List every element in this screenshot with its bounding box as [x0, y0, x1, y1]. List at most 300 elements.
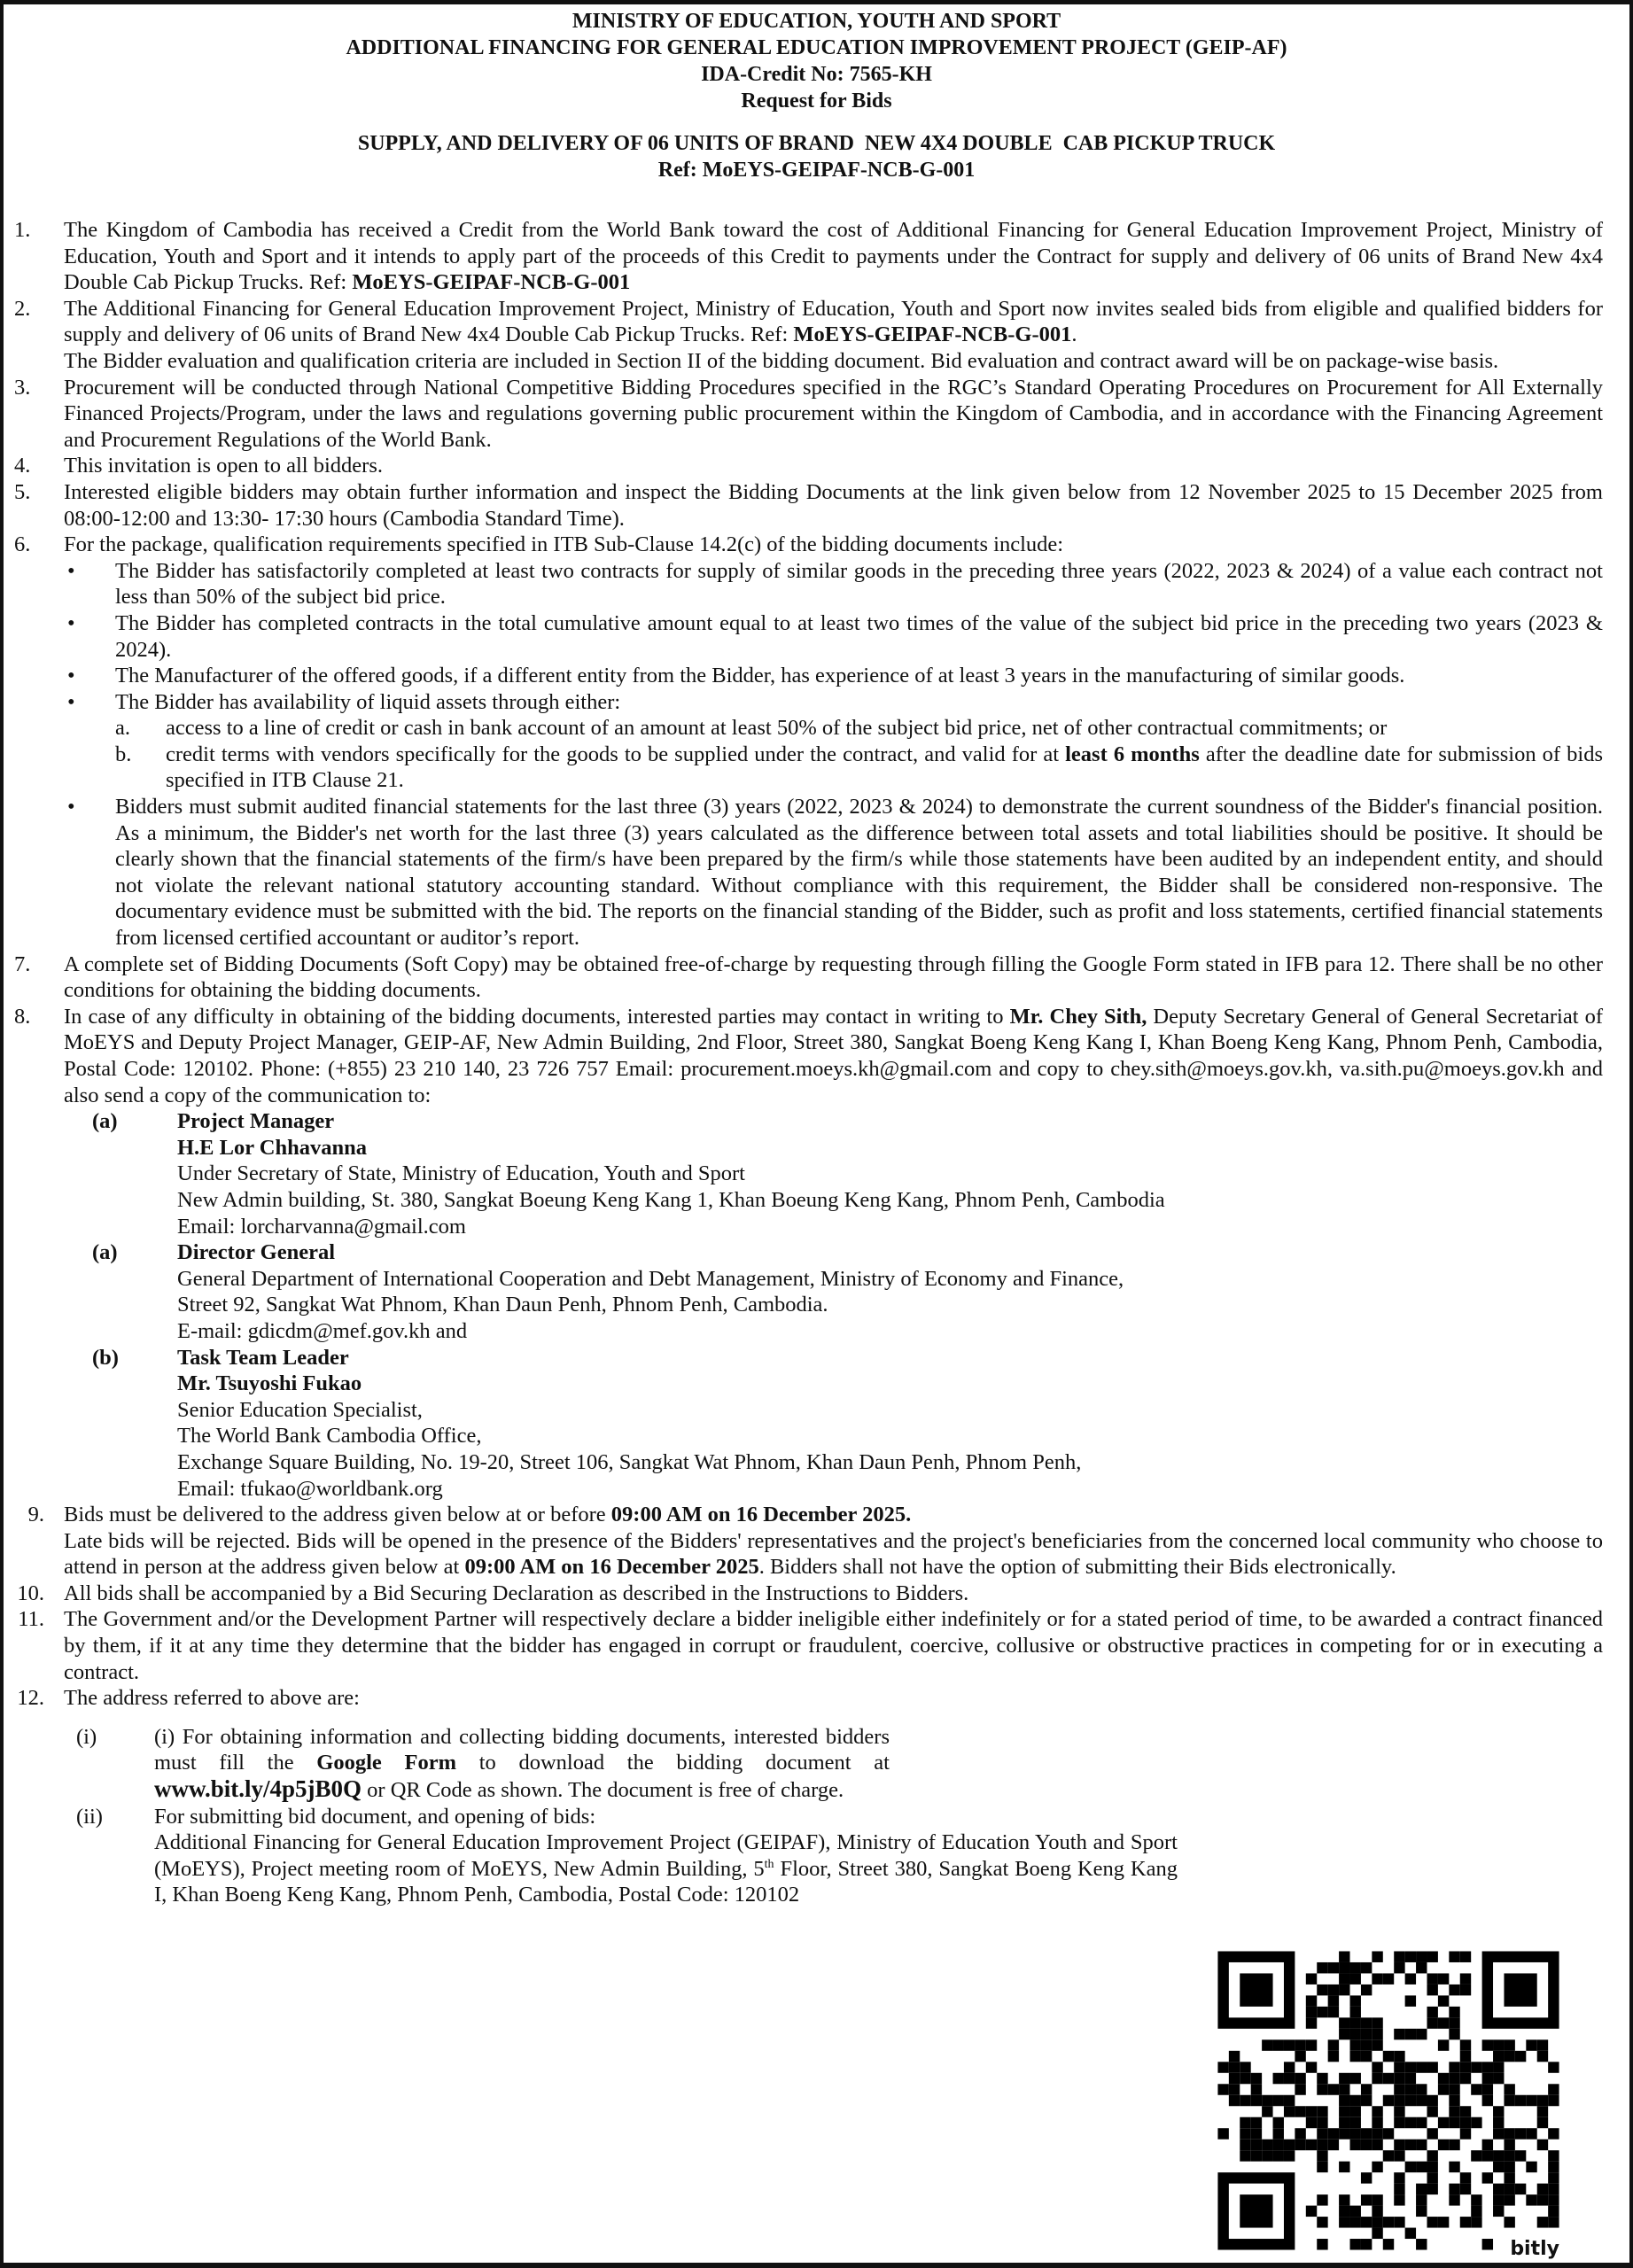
qr-module [1405, 2162, 1416, 2172]
qr-module [1394, 2029, 1404, 2039]
qr-module [1372, 2194, 1382, 2205]
contact-email[interactable]: Email: tfukao@worldbank.org [177, 1476, 443, 1501]
qr-module [1548, 2162, 1559, 2172]
qr-module [1350, 1973, 1361, 1984]
qr-module [1273, 2150, 1284, 2161]
qualification-bullet [4, 794, 1629, 951]
qr-module [1526, 2039, 1536, 2050]
qr-module [1284, 2039, 1295, 2050]
qr-module [1251, 2150, 1262, 2161]
qr-module [1526, 2162, 1536, 2172]
qr-module [1328, 2007, 1339, 2017]
qr-module [1471, 2150, 1481, 2161]
qr-module [1251, 2073, 1262, 2084]
bullet-text: The Bidder has availability of liquid assets through either: [115, 689, 621, 714]
qr-module [1317, 2007, 1327, 2017]
qr-module [1229, 2073, 1240, 2084]
qr-module [1262, 2039, 1272, 2050]
qr-module [1361, 2084, 1372, 2094]
qr-module [1548, 2206, 1559, 2217]
qr-module [1328, 2039, 1339, 2050]
qr-module [1526, 2128, 1536, 2139]
qr-module [1449, 2062, 1459, 2072]
qr-module [1504, 2194, 1514, 2205]
qr-module [1217, 2084, 1228, 2094]
address-label: (ii) [76, 1804, 103, 1829]
qr-module [1361, 2239, 1372, 2249]
address-text: to download the bidding document at [455, 1751, 890, 1775]
qr-module [1504, 2172, 1514, 2183]
bullet-text: The Bidder has satisfactorily completed at least two contracts for supply of similar goods in the preceding three years (2022, 2023 & 2024) of a value each contract not less than 50% of the subject bid price. [115, 558, 1603, 610]
clause-text: The Kingdom of Cambodia has received a Credit from the World Bank toward the cost of Additional Financing for General Education Improvement Project, Ministry of Education, Youth and Sport and it intends to apply part of the proceeds of this Credit to payments under the Contract for supply and delivery of 06 units of Brand New 4x4 Double Cab Pickup Trucks. Ref: [64, 218, 1603, 295]
qr-finder-center [1240, 1973, 1272, 2006]
qr-module [1471, 2194, 1481, 2205]
qr-module [1339, 2073, 1349, 2084]
qr-module [1372, 2062, 1382, 2072]
qr-module [1284, 2106, 1295, 2117]
qr-module [1394, 2117, 1404, 2128]
qualification-bullet [4, 689, 1629, 716]
clause-number: 2. [14, 296, 31, 321]
qr-module [1317, 2194, 1327, 2205]
qr-module [1361, 2128, 1372, 2139]
contact-email[interactable]: E-mail: gdicdm@mef.gov.kh and [177, 1318, 468, 1343]
clause-number: 3. [14, 375, 31, 400]
qr-module [1548, 2128, 1559, 2139]
qr-module [1427, 2017, 1437, 2028]
qr-module [1339, 2162, 1349, 2172]
qr-module [1493, 2206, 1504, 2217]
clause-number: 11. [18, 1607, 44, 1632]
qr-module [1427, 1984, 1437, 1995]
qr-module [1328, 1995, 1339, 2006]
qr-module [1405, 2095, 1416, 2106]
qr-module [1361, 2017, 1372, 2028]
qr-module [1416, 2162, 1427, 2172]
clause-11 [4, 1606, 1629, 1685]
qr-module [1361, 2217, 1372, 2227]
qr-module [1416, 2095, 1427, 2106]
clause-text-continued: The Bidder evaluation and qualification criteria are included in Section II of the bidding document. Bid evaluation and contract award will be on package-wise basis. [64, 348, 1499, 373]
qr-module [1537, 2106, 1548, 2117]
qr-module [1273, 2140, 1284, 2150]
qr-module [1548, 2172, 1559, 2183]
qr-module [1482, 2172, 1493, 2183]
qr-module [1405, 2029, 1416, 2039]
clause-text: A complete set of Bidding Documents (Soft Copy) may be obtained free-of-charge by requesting through filling the Google Form stated in IFB para 12. There shall be no other conditions for obtaining the bidding documents. [64, 951, 1603, 1003]
qr-module [1339, 2106, 1349, 2117]
qr-module [1427, 2095, 1437, 2106]
clause-10 [4, 1581, 1629, 1607]
qr-module [1449, 2140, 1459, 2150]
qr-module [1350, 1962, 1361, 1973]
contact-person: H.E Lor Chhavanna [177, 1135, 367, 1160]
clause-8 [4, 1004, 1629, 1108]
option-text-after: after the deadline date for submission of bids specified in ITB Clause 21. [166, 742, 1604, 793]
qr-module [1295, 2106, 1305, 2117]
notice-title: SUPPLY, AND DELIVERY OF 06 UNITS OF BRAND NEW 4X4 DOUBLE CAB PICKUP TRUCK [357, 132, 1276, 155]
qr-module [1537, 2051, 1548, 2062]
contact-label: (a) [92, 1240, 118, 1265]
bullet-text: Bidders must submit audited financial statements for the last three (3) years (2022, 2023 & 2024) to demonstrate the current soundness of the Bidder's financial position. As a minimum, the Bidder's net worth for the last three (3) years calculated as the difference between total assets and total liabilities should be positive. It should be clearly shown that the financial statements of the firm/s have been prepared by the firm/s while those statements have been audited by an independent entity, and should not violate the relevant national statutory accounting standard. Without compliance with this requirement, the Bidder shall be considered non-responsive. The documentary evidence must be submitted with the bid. The reports on the financial standing of the Bidder, such as profit and loss statements, certified financial statements from licensed certified accountant or auditor’s report. [115, 795, 1603, 951]
qr-module [1460, 2217, 1471, 2227]
qr-module [1361, 2194, 1372, 2205]
contact-label: (b) [92, 1345, 119, 1370]
qr-module [1328, 1984, 1339, 1995]
qr-module [1471, 2084, 1481, 2094]
qr-module [1548, 2062, 1559, 2072]
qr-module [1317, 2162, 1327, 2172]
google-form-link[interactable]: Google Form [316, 1751, 456, 1775]
qr-module [1438, 2039, 1449, 2050]
qr-module [1493, 2117, 1504, 2128]
qualification-bullet [4, 663, 1629, 689]
qr-module [1328, 2140, 1339, 2150]
qr-module [1416, 2062, 1427, 2072]
qr-module [1449, 2084, 1459, 2094]
qr-module [1295, 2051, 1305, 2062]
qr-module [1449, 1951, 1459, 1961]
qr-module [1394, 2073, 1404, 2084]
bullet-icon: • [67, 610, 75, 635]
qr-module [1427, 1951, 1437, 1961]
clause-text: The Government and/or the Development Partner will respectively declare a bidder ineligible either indefinitely or for a stated period of time, to be awarded a contract financed by them, if it at any time they determine that the bidder has engaged in corrupt or fraudulent, coercive, collusive or obstructive practices in competing for or in executing a contract. [64, 1607, 1603, 1684]
qr-module [1240, 2117, 1250, 2128]
qr-module [1361, 1962, 1372, 1973]
qr-module [1471, 2217, 1481, 2227]
contact-person: Mr. Tsuyoshi Fukao [177, 1371, 362, 1396]
qr-module [1372, 2029, 1382, 2039]
qr-module [1328, 2084, 1339, 2094]
contact-name: Mr. Chey Sith, [1009, 1004, 1147, 1029]
clause-text: Interested eligible bidders may obtain further information and inspect the Bidding Documents at the link given below from 12 November 2025 to 15 December 2025 from 08:00-12:00 and 13:30- 17:30 hours (Cambodia Standard Time). [64, 479, 1603, 531]
qr-module [1217, 2062, 1228, 2072]
qr-module [1295, 2039, 1305, 2050]
clause-4 [4, 453, 1629, 479]
qr-module [1361, 1984, 1372, 1995]
clause-text: The Additional Financing for General Education Improvement Project, Ministry of Education, Youth and Sport now invites sealed bids from eligible and qualified bidders for supply and delivery of 06 units of Brand New 4x4 Double Cab Pickup Trucks. Ref: [64, 296, 1603, 347]
qr-module [1273, 2117, 1284, 2128]
clause-text: The address referred to above are: [64, 1686, 360, 1711]
qr-module [1526, 2095, 1536, 2106]
qr-module [1405, 2140, 1416, 2150]
clause-text: For the package, qualification requirements specified in ITB Sub-Clause 14.2(c) of the bidding documents include: [64, 532, 1064, 557]
document-type: Request for Bids [741, 89, 892, 113]
clause-reference: MoEYS-GEIPAF-NCB-G-001 [352, 270, 631, 295]
liquid-asset-option [4, 742, 1629, 794]
qr-module [1339, 2217, 1349, 2227]
qr-module [1460, 2106, 1471, 2117]
qr-module [1394, 1951, 1404, 1961]
qr-module [1394, 2194, 1404, 2205]
qr-module [1306, 2007, 1317, 2017]
clause-number: 12. [17, 1686, 44, 1711]
qr-module [1328, 2051, 1339, 2062]
contact-role: Project Manager [177, 1109, 335, 1134]
qr-module [1317, 2239, 1327, 2249]
qr-module [1394, 2184, 1404, 2194]
clause-number: 7. [14, 951, 31, 976]
qr-module [1493, 2073, 1504, 2084]
qr-module [1339, 1973, 1349, 1984]
qr-module [1229, 2084, 1240, 2094]
qr-module [1460, 2128, 1471, 2139]
qr-module [1350, 2206, 1361, 2217]
qr-module [1416, 2029, 1427, 2039]
qr-module [1317, 2106, 1327, 2117]
clause-2 [4, 296, 1629, 375]
qr-module [1460, 2073, 1471, 2084]
qr-module [1405, 2117, 1416, 2128]
bid-deadline: 09:00 AM on 16 December 2025. [610, 1503, 912, 1527]
qr-module [1515, 2150, 1526, 2161]
qr-module [1328, 1962, 1339, 1973]
contact-line: General Department of International Cooperation and Debt Management, Ministry of Economy and Finance, [177, 1266, 1124, 1291]
qr-module [1372, 1951, 1382, 1961]
qr-module [1339, 2017, 1349, 2028]
qr-module [1383, 2095, 1394, 2106]
bullet-icon: • [67, 558, 75, 583]
ministry-name: MINISTRY OF EDUCATION, YOUTH AND SPORT [572, 10, 1061, 33]
qr-module [1229, 2062, 1240, 2072]
qr-module [1493, 2128, 1504, 2139]
address-obtaining-documents [4, 1724, 890, 1804]
qr-module [1383, 2051, 1394, 2062]
contact-line: New Admin building, St. 380, Sangkat Boeung Keng Kang 1, Khan Boeung Keng Kang, Phnom Penh, Cambodia [177, 1187, 1165, 1212]
qr-module [1284, 2095, 1295, 2106]
qr-module [1317, 2084, 1327, 2094]
qr-module [1361, 2039, 1372, 2050]
clause-text-after: Deputy Secretary General of General Secretariat of MoEYS and Deputy Project Manager, GEIP-AF, New Admin Building, 2nd Floor, Street 380, Sangkat Boeng Keng Kang I, Khan Boeng Keng Kang, Phnom Penh, Cambodia, Postal Code: 120102. Phone: (+855) 23 210 140, 23 726 757 Email: procurement.moeys.kh@gmail.com and copy to chey.sith@moeys.gov.kh, va.sith.pu@moeys.gov.kh and also send a copy of the communication to: [64, 1004, 1603, 1107]
qr-module [1317, 2073, 1327, 2084]
clause-3 [4, 375, 1629, 454]
bitly-link[interactable]: www.bit.ly/4p5jB0Q [154, 1775, 362, 1803]
address-text: (i) For obtaining information and collecting bidding documents, interested bidders must fill the [154, 1724, 890, 1775]
qr-module [1460, 1984, 1471, 1995]
qr-module [1251, 2084, 1262, 2094]
qr-module [1427, 2150, 1437, 2161]
contact-director-general [4, 1239, 1629, 1344]
clause-number: 5. [14, 479, 31, 504]
contact-email[interactable]: Email: lorcharvanna@gmail.com [177, 1214, 466, 1239]
clause-text-continued [64, 1528, 1603, 1581]
clause-number: 6. [14, 532, 31, 557]
qr-module [1372, 2162, 1382, 2172]
qr-module [1306, 2106, 1317, 2117]
qr-module [1295, 2140, 1305, 2150]
option-label: b. [115, 742, 132, 766]
qr-module [1548, 2194, 1559, 2205]
qr-module [1449, 2117, 1459, 2128]
qr-module [1427, 2007, 1437, 2017]
qr-module [1449, 2194, 1459, 2205]
qr-module [1350, 2140, 1361, 2150]
address-text: Additional Financing for General Education Improvement Project (GEIPAF), Ministry of Education Youth and Sport (MoEYS), Project meeting room of MoEYS, New Admin Building, 5 [154, 1830, 1178, 1881]
qr-module [1372, 2039, 1382, 2050]
contact-line: Exchange Square Building, No. 19-20, Street 106, Sangkat Wat Phnom, Khan Daun Penh, Phnom Penh, [177, 1449, 1082, 1474]
qr-module [1548, 2095, 1559, 2106]
qr-module [1339, 1984, 1349, 1995]
qr-module [1471, 2062, 1481, 2072]
qr-module [1383, 2239, 1394, 2249]
qr-module [1504, 2150, 1514, 2161]
bullet-text: The Bidder has completed contracts in the total cumulative amount equal to at least two times of the value of the subject bid price in the preceding two years (2023 & 2024). [115, 610, 1603, 662]
qr-module [1493, 2062, 1504, 2072]
contact-line: Senior Education Specialist, [177, 1397, 423, 1422]
qr-module [1416, 1962, 1427, 1973]
contact-line: The World Bank Cambodia Office, [177, 1424, 482, 1449]
qr-module [1460, 2062, 1471, 2072]
reference-label: Ref: [657, 159, 703, 182]
qr-module [1548, 2150, 1559, 2161]
qr-module [1482, 2150, 1493, 2161]
qr-module [1350, 2007, 1361, 2017]
qr-module [1427, 2172, 1437, 2183]
clause-9 [4, 1502, 1629, 1581]
qr-module [1383, 2073, 1394, 2084]
qr-module [1504, 2084, 1514, 2094]
qr-module [1229, 2051, 1240, 2062]
clause-1 [4, 217, 1629, 296]
qr-module [1306, 2206, 1317, 2217]
qr-module [1317, 1984, 1327, 1995]
qr-module [1515, 2184, 1526, 2194]
qr-module [1240, 2140, 1250, 2150]
qr-module [1493, 2039, 1504, 2050]
qr-finder-center [1504, 1973, 1536, 2006]
qr-module [1339, 2084, 1349, 2094]
qr-module [1427, 2184, 1437, 2194]
qr-module [1394, 2106, 1404, 2117]
qr-module [1350, 2029, 1361, 2039]
qr-module [1504, 2128, 1514, 2139]
qr-module [1317, 2150, 1327, 2161]
qr-module [1515, 2051, 1526, 2062]
qr-module [1493, 2150, 1504, 2161]
qr-module [1438, 2217, 1449, 2227]
qr-module [1548, 2184, 1559, 2194]
address-submitting-bids [4, 1804, 1178, 1908]
qr-finder-center [1240, 2194, 1272, 2227]
clause-6 [4, 532, 1629, 558]
clause-text: All bids shall be accompanied by a Bid Securing Declaration as described in the Instructions to Bidders. [64, 1581, 969, 1605]
bid-opening-time: 09:00 AM on 16 December 2025 [464, 1555, 759, 1580]
clause-7 [4, 951, 1629, 1004]
qr-module [1405, 1951, 1416, 1961]
punctuation: . [1071, 322, 1077, 347]
clause-number: 8. [14, 1004, 31, 1029]
qr-module [1262, 2095, 1272, 2106]
qr-module [1427, 1973, 1437, 1984]
qr-module [1372, 2206, 1382, 2217]
qr-module [1438, 2140, 1449, 2150]
qr-module [1471, 2206, 1481, 2217]
qr-module [1361, 2172, 1372, 2183]
qr-module [1350, 2051, 1361, 2062]
qr-module [1240, 2150, 1250, 2161]
qr-module [1537, 2194, 1548, 2205]
qr-module [1416, 2117, 1427, 2128]
qr-module [1482, 2039, 1493, 2050]
qr-module [1339, 2194, 1349, 2205]
qr-module [1217, 2128, 1228, 2139]
clause-text: This invitation is open to all bidders. [64, 454, 383, 478]
qr-module [1548, 2217, 1559, 2227]
qr-module [1427, 2162, 1437, 2172]
qr-module [1416, 2239, 1427, 2249]
qr-code[interactable] [1207, 1940, 1570, 2261]
qr-module [1449, 2106, 1459, 2117]
qr-module [1460, 2172, 1471, 2183]
qr-module [1273, 2039, 1284, 2050]
qr-module [1339, 2128, 1349, 2139]
clause-number: 1. [14, 218, 31, 242]
qr-module [1306, 1995, 1317, 2006]
qr-module [1405, 1995, 1416, 2006]
qr-module [1383, 2217, 1394, 2227]
qr-module [1372, 2217, 1382, 2227]
qr-module [1449, 2007, 1459, 2017]
qr-module [1482, 2062, 1493, 2072]
qr-module [1372, 2140, 1382, 2150]
qr-module [1350, 2073, 1361, 2084]
qr-module [1251, 2117, 1262, 2128]
qr-module [1449, 1984, 1459, 1995]
qr-module [1405, 2062, 1416, 2072]
qr-module [1471, 2117, 1481, 2128]
qr-module [1449, 2029, 1459, 2039]
qualification-bullet [4, 558, 1629, 610]
qr-module [1339, 1951, 1349, 1961]
qr-module [1504, 2051, 1514, 2062]
qr-module [1317, 1962, 1327, 1973]
qr-module [1317, 2128, 1327, 2139]
qr-module [1449, 2017, 1459, 2028]
qr-module [1449, 2073, 1459, 2084]
address-text: or QR Code as shown. The document is free of charge. [362, 1778, 844, 1803]
qr-module [1394, 1962, 1404, 1973]
qr-module [1438, 2084, 1449, 2094]
qr-module [1504, 2140, 1514, 2150]
contact-task-team-leader [4, 1345, 1629, 1503]
qr-module [1251, 2128, 1262, 2139]
qr-module [1372, 1973, 1382, 1984]
qr-module [1482, 2239, 1493, 2249]
qr-module [1438, 1995, 1449, 2006]
qr-module [1350, 2128, 1361, 2139]
bullet-text: The Manufacturer of the offered goods, if a different entity from the Bidder, has experience of at least 3 years in the manufacturing of similar goods. [115, 664, 1405, 688]
qr-module [1460, 1951, 1471, 1961]
qr-module [1394, 2062, 1404, 2072]
qr-module [1526, 2194, 1536, 2205]
qr-module [1405, 1973, 1416, 1984]
qr-module [1438, 2017, 1449, 2028]
late-bids-text: Late bids will be rejected. Bids will be opened in the presence of the Bidders' representatives and the project's beneficiaries from the concerned local community who choose to attend in person at the address given below at [64, 1528, 1603, 1580]
qr-module [1504, 2039, 1514, 2050]
qr-module [1262, 2150, 1272, 2161]
clause-5 [4, 479, 1629, 532]
qr-module [1361, 2051, 1372, 2062]
contact-line: Under Secretary of State, Ministry of Education, Youth and Sport [177, 1161, 745, 1186]
qr-module [1339, 2117, 1349, 2128]
qr-module [1372, 2228, 1382, 2239]
qr-module [1504, 2162, 1514, 2172]
qr-module [1405, 2073, 1416, 2084]
qr-module [1306, 2062, 1317, 2072]
bullet-icon: • [67, 664, 75, 688]
qr-module [1295, 2128, 1305, 2139]
qr-module [1273, 2073, 1284, 2084]
